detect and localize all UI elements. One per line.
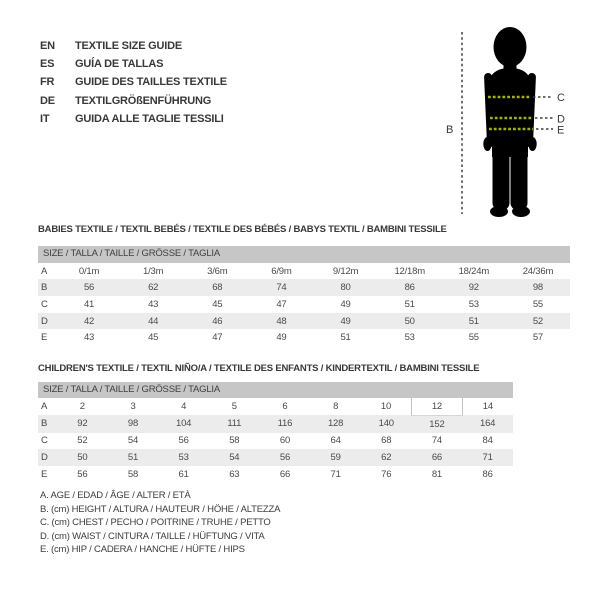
table-row	[38, 329, 570, 346]
size-cell: 42	[83, 315, 95, 327]
row-label: C	[41, 435, 48, 447]
size-cell: 41	[83, 298, 95, 310]
row-label: B	[41, 418, 48, 430]
size-cell: 56	[178, 435, 189, 447]
size-cell: 10	[380, 401, 392, 413]
children-table-title: CHILDREN'S TEXTILE / TEXTIL NIÑO/A / TEXTILE DES ENFANTS / KINDERTEXTIL / BAMBINI TESSILE	[38, 363, 480, 374]
legend-line: E. (cm) HIP / CADERA / HANCHE / HÜFTE / HIPS	[40, 544, 245, 555]
size-cell: 47	[276, 298, 287, 310]
row-label: E	[41, 468, 48, 480]
size-cell: 104	[176, 418, 192, 430]
size-cell: 58	[229, 435, 240, 447]
language-title-list	[40, 37, 227, 128]
language-title: GUÍA DE TALLAS	[75, 58, 164, 71]
size-cell: 92	[77, 418, 88, 430]
list-item	[40, 92, 227, 110]
size-cell: 51	[340, 332, 351, 344]
size-cell: 152	[429, 418, 445, 430]
size-cell: 53	[178, 452, 189, 464]
list-item	[40, 73, 227, 91]
language-code: ES	[40, 58, 55, 71]
size-cell: 63	[229, 468, 240, 480]
list-item	[40, 110, 227, 128]
language-title: TEXTILE SIZE GUIDE	[75, 40, 183, 52]
size-cell: 53	[468, 298, 479, 310]
size-cell: 81	[431, 468, 442, 480]
size-cell: 54	[127, 435, 139, 447]
size-cell: 52	[532, 315, 544, 327]
child-silhouette-icon	[483, 27, 536, 217]
size-cell: 92	[468, 282, 479, 294]
size-cell: 68	[212, 282, 223, 294]
size-cell: 62	[381, 452, 392, 464]
size-cell: 71	[330, 468, 341, 480]
size-cell: 48	[276, 315, 287, 327]
list-item	[40, 37, 227, 55]
size-cell: 80	[340, 282, 351, 294]
size-cell: 66	[431, 452, 442, 464]
size-cell: 98	[127, 418, 139, 430]
size-cell: 47	[212, 332, 223, 344]
babies-size-table	[38, 263, 570, 346]
size-cell: 49	[340, 298, 351, 310]
size-cell: 58	[127, 468, 139, 480]
size-cell: 5	[231, 401, 237, 413]
label-waist: D	[557, 113, 565, 126]
size-cell: 56	[279, 452, 291, 464]
size-cell: 46	[212, 315, 223, 327]
legend-line: C. (cm) CHEST / PECHO / POITRINE / TRUHE / PETTO	[40, 517, 271, 528]
size-cell: 1/3m	[143, 265, 164, 277]
size-cell: 56	[77, 468, 88, 480]
size-cell: 18/24m	[458, 265, 490, 277]
size-cell: 6/9m	[271, 265, 292, 277]
size-cell: 86	[404, 282, 415, 294]
size-cell: 98	[532, 282, 544, 294]
table-row	[38, 313, 570, 330]
size-cell: 51	[404, 298, 415, 310]
size-cell: 116	[277, 418, 293, 430]
measurement-legend	[40, 489, 280, 557]
size-cell: 14	[482, 401, 493, 413]
label-height: B	[446, 124, 454, 136]
size-cell: 3	[130, 401, 136, 413]
table-row	[38, 415, 513, 432]
size-cell: 53	[404, 332, 415, 344]
size-cell: 6	[282, 401, 288, 413]
size-cell: 54	[229, 452, 240, 464]
size-cell: 128	[327, 418, 344, 430]
language-code: IT	[40, 112, 50, 125]
language-title: TEXTILGRÖßENFÜHRUNG	[75, 94, 212, 107]
size-cell: 45	[212, 298, 223, 310]
size-cell: 52	[77, 435, 88, 447]
size-cell: 62	[148, 282, 159, 294]
size-cell: 57	[532, 332, 544, 344]
row-label: C	[41, 298, 48, 310]
size-cell: 44	[148, 315, 159, 327]
table-row	[38, 449, 513, 466]
children-table-header: SIZE / TALLA / TAILLE / GRÖSSE / TAGLIA	[38, 382, 513, 399]
size-cell: 0/1m	[78, 265, 100, 277]
size-cell: 71	[482, 452, 493, 464]
size-cell: 164	[479, 418, 496, 430]
size-cell: 24/36m	[522, 265, 554, 277]
size-cell: 49	[340, 315, 351, 327]
size-cell: 9/12m	[332, 265, 359, 277]
size-cell: 56	[83, 282, 95, 294]
size-cell: 51	[468, 315, 479, 327]
size-cell: 68	[381, 435, 392, 447]
size-cell: 86	[482, 468, 493, 480]
size-cell: 55	[532, 298, 544, 310]
legend-line: B. (cm) HEIGHT / ALTURA / HAUTEUR / HÖHE / ALTEZZA	[40, 503, 281, 515]
legend-line: A. AGE / EDAD / ÂGE / ALTER / ETÀ	[40, 490, 191, 501]
language-code: DE	[40, 94, 55, 107]
row-label: B	[41, 282, 48, 294]
row-label: A	[41, 265, 48, 277]
size-cell: 45	[148, 332, 159, 344]
table-row	[38, 433, 513, 450]
size-cell: 43	[83, 332, 95, 344]
size-cell: 49	[276, 332, 287, 344]
language-code: EN	[40, 40, 55, 52]
size-cell: 74	[276, 282, 287, 294]
size-cell: 2	[79, 401, 85, 413]
size-cell: 50	[404, 315, 415, 327]
language-title: GUIDE DES TAILLES TEXTILE	[75, 76, 227, 89]
language-title: GUIDA ALLE TAGLIE TESSILI	[75, 112, 224, 125]
size-cell: 84	[482, 435, 493, 447]
table-row	[38, 398, 513, 415]
size-cell: 50	[77, 452, 88, 464]
size-cell: 43	[148, 298, 159, 310]
table-row	[38, 296, 570, 313]
size-cell: 3/6m	[207, 265, 228, 277]
list-item	[40, 55, 227, 73]
size-cell: 66	[279, 468, 291, 480]
babies-table-title: BABIES TEXTILE / TEXTIL BEBÉS / TEXTILE DES BÉBÉS / BABYS TEXTIL / BAMBINI TESSILE	[38, 224, 447, 235]
size-cell: 111	[227, 418, 242, 430]
size-cell: 140	[378, 418, 394, 430]
size-cell: 55	[468, 332, 479, 344]
size-cell: 12	[412, 398, 463, 415]
babies-table-header: SIZE / TALLA / TAILLE / GRÖSSE / TAGLIA	[38, 246, 570, 263]
size-cell: 64	[330, 435, 341, 447]
table-row	[38, 263, 570, 280]
size-cell: 8	[333, 401, 339, 413]
size-cell: 74	[431, 435, 442, 447]
child-measurement-diagram	[440, 15, 600, 230]
label-chest: C	[557, 92, 565, 104]
size-cell: 4	[181, 401, 187, 413]
size-cell: 60	[279, 435, 291, 447]
size-cell: 59	[330, 452, 341, 464]
legend-line: D. (cm) WAIST / CINTURA / TAILLE / HÜFTUNG / VITA	[40, 530, 265, 542]
row-label: D	[41, 452, 48, 464]
size-cell: 12/18m	[394, 265, 425, 277]
language-code: FR	[40, 76, 55, 89]
children-size-table	[38, 398, 513, 482]
row-label: E	[41, 332, 48, 344]
size-cell: 61	[178, 468, 189, 480]
table-row	[38, 466, 513, 483]
row-label: A	[41, 401, 48, 413]
label-hip: E	[557, 124, 565, 137]
table-row	[38, 279, 570, 296]
size-cell: 51	[127, 452, 139, 464]
size-cell: 76	[381, 468, 392, 480]
row-label: D	[41, 315, 48, 327]
